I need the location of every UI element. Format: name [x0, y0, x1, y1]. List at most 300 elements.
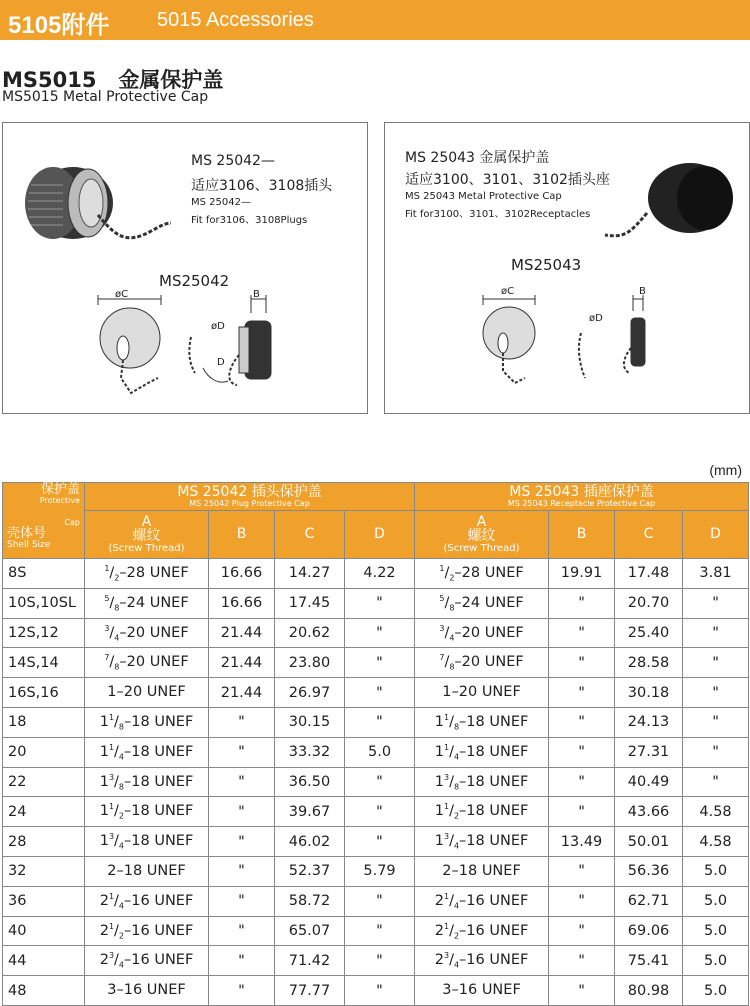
thread-cell [415, 618, 549, 648]
fraction-slash: / [114, 892, 119, 909]
thread-n: 1 [108, 921, 115, 931]
d-cell: 5.0 [345, 737, 415, 767]
thread-n: 5 [104, 593, 110, 603]
thread-w: 2–18 UNEF [107, 862, 186, 879]
table-row [3, 767, 749, 797]
d-cell: " [345, 827, 415, 857]
thread-r: –16 UNEF [124, 922, 194, 939]
d-cell: 5.0 [683, 886, 749, 916]
b-cell: " [209, 976, 275, 1006]
c-cell: 65.07 [275, 916, 345, 946]
thread-n: 1 [108, 742, 115, 752]
fraction-slash: / [449, 803, 454, 820]
fraction-slash: / [449, 743, 454, 760]
thread-r: –16 UNEF [124, 952, 194, 969]
d-cell: 4.22 [345, 559, 415, 589]
table-row [3, 737, 749, 767]
thread-r: –18 UNEF [459, 833, 529, 850]
thread-r: –20 UNEF [119, 654, 189, 671]
fraction-slash: / [449, 833, 454, 850]
c-cell: 71.42 [275, 946, 345, 976]
table-row [3, 678, 749, 708]
shell-size-cell: 8S [3, 559, 85, 589]
b-cell: " [549, 707, 615, 737]
thread-w: 1 [99, 773, 109, 790]
shell-size-cell: 20 [3, 737, 85, 767]
thread-n: 1 [104, 564, 110, 574]
d-cell: " [683, 648, 749, 678]
d-cell: " [345, 588, 415, 618]
thread-n: 7 [439, 653, 445, 663]
ms25043-part-label: MS25043 [511, 256, 582, 274]
thread-r: –18 UNEF [459, 773, 529, 790]
c-cell: 46.02 [275, 827, 345, 857]
banner-title-cn: 5105附件 [8, 12, 110, 39]
thread-cell [85, 678, 209, 708]
b-cell: " [209, 856, 275, 886]
b-cell: " [549, 916, 615, 946]
ms25042-caption-cn-2: 适应3106、3108插头 [191, 178, 333, 194]
thread-n: 1 [439, 564, 445, 574]
thread-n: 1 [443, 713, 450, 723]
header-col-d1: D [345, 511, 415, 559]
d-cell: " [345, 648, 415, 678]
c-cell: 75.41 [615, 946, 683, 976]
c-cell: 80.98 [615, 976, 683, 1006]
header-col-c2: C [615, 511, 683, 559]
dimension-table [2, 482, 749, 1006]
c-cell: 77.77 [275, 976, 345, 1006]
b-cell: " [549, 588, 615, 618]
thread-n: 3 [108, 951, 115, 961]
b-cell: " [549, 618, 615, 648]
ms25042-caption-en-2: Fit for3106、3108Plugs [191, 215, 308, 226]
d-cell: 5.0 [683, 856, 749, 886]
shell-size-cell: 48 [3, 976, 85, 1006]
thread-d: 4 [453, 961, 460, 971]
b-cell: " [549, 976, 615, 1006]
b-cell: 13.49 [549, 827, 615, 857]
thread-cell [415, 856, 549, 886]
shell-size-cell: 40 [3, 916, 85, 946]
thread-n: 1 [443, 891, 450, 901]
thread-cell [415, 797, 549, 827]
thread-cell [85, 797, 209, 827]
c-cell: 50.01 [615, 827, 683, 857]
receptacle-cap-front-view-icon [483, 295, 535, 383]
c-cell: 58.72 [275, 886, 345, 916]
b-cell: " [549, 737, 615, 767]
thread-cell [415, 648, 549, 678]
fraction-slash: / [109, 594, 115, 611]
c-cell: 56.36 [615, 856, 683, 886]
thread-w: 1 [99, 713, 109, 730]
thread-w: 2 [99, 952, 109, 969]
fraction-slash: / [114, 743, 119, 760]
b-cell: 21.44 [209, 648, 275, 678]
thread-n: 1 [443, 742, 450, 752]
b-cell: " [549, 856, 615, 886]
ms25042-caption-en-1: MS 25042— [191, 197, 251, 208]
receptacle-cap-side-view-icon [579, 295, 645, 378]
thread-cell [85, 737, 209, 767]
thread-r: –20 UNEF [119, 624, 189, 641]
ms25043-caption-en-1: MS 25043 Metal Protective Cap [405, 191, 562, 202]
thread-cell [85, 916, 209, 946]
thread-r: –16 UNEF [459, 952, 529, 969]
c-cell: 33.32 [275, 737, 345, 767]
page-title: MS5015 金属保护盖 [2, 68, 224, 92]
ms25043-figure-panel [384, 122, 750, 414]
thread-n: 3 [443, 772, 450, 782]
shell-size-cell: 16S,16 [3, 678, 85, 708]
fraction-slash: / [449, 892, 454, 909]
c-cell: 30.15 [275, 707, 345, 737]
table-row [3, 856, 749, 886]
thread-cell [85, 886, 209, 916]
thread-r: –16 UNEF [459, 922, 529, 939]
thread-r: –16 UNEF [459, 892, 529, 909]
fraction-slash: / [114, 803, 119, 820]
c-cell: 30.18 [615, 678, 683, 708]
b-cell: " [209, 737, 275, 767]
thread-d: 8 [449, 603, 455, 613]
c-cell: 26.97 [275, 678, 345, 708]
ms25042-dim-c: øC [115, 289, 129, 300]
shell-size-cell: 18 [3, 707, 85, 737]
thread-w: 1 [434, 713, 444, 730]
thread-cell [85, 856, 209, 886]
d-cell: " [345, 886, 415, 916]
section-banner [0, 0, 750, 40]
thread-d: 4 [453, 841, 460, 851]
b-cell: " [549, 678, 615, 708]
banner-title-en: 5015 Accessories [157, 9, 314, 31]
b-cell: " [209, 797, 275, 827]
thread-n: 1 [108, 891, 115, 901]
thread-cell [85, 707, 209, 737]
shell-size-cell: 36 [3, 886, 85, 916]
d-cell: 5.0 [683, 916, 749, 946]
thread-d: 4 [118, 752, 125, 762]
fraction-slash: / [114, 952, 119, 969]
thread-d: 4 [449, 633, 455, 643]
ms25043-dim-d: øD [589, 313, 603, 324]
thread-w: 1 [434, 743, 444, 760]
thread-cell [415, 976, 549, 1006]
thread-w: 1–20 UNEF [107, 684, 186, 701]
thread-cell [415, 886, 549, 916]
table-row [3, 827, 749, 857]
thread-n: 1 [443, 921, 450, 931]
fraction-slash: / [109, 564, 115, 581]
ms25042-dim-d: øD [211, 321, 225, 332]
table-row [3, 797, 749, 827]
header-protective-cap: 保护盖 Protective [3, 483, 85, 511]
d-cell: 5.79 [345, 856, 415, 886]
c-cell: 20.70 [615, 588, 683, 618]
thread-w: 1 [99, 803, 109, 820]
b-cell: " [549, 946, 615, 976]
thread-r: –18 UNEF [124, 833, 194, 850]
table-row [3, 946, 749, 976]
c-cell: 52.37 [275, 856, 345, 886]
ms25043-caption-cn-2: 适应3100、3101、3102插头座 [405, 172, 610, 188]
header-col-d2: D [683, 511, 749, 559]
fraction-slash: / [114, 922, 119, 939]
thread-r: –24 UNEF [454, 594, 524, 611]
c-cell: 62.71 [615, 886, 683, 916]
header-col-a1: A 螺纹 (Screw Thread) [85, 511, 209, 559]
thread-d: 8 [449, 663, 455, 673]
thread-r: –18 UNEF [459, 803, 529, 820]
c-cell: 39.67 [275, 797, 345, 827]
d-cell: " [683, 618, 749, 648]
thread-w: 2 [434, 952, 444, 969]
thread-d: 4 [118, 841, 125, 851]
thread-d: 8 [114, 663, 120, 673]
d-cell: " [345, 767, 415, 797]
b-cell: 19.91 [549, 559, 615, 589]
thread-r: –28 UNEF [119, 564, 189, 581]
d-cell: " [345, 797, 415, 827]
thread-d: 8 [118, 722, 125, 732]
thread-n: 1 [108, 802, 115, 812]
table-row [3, 618, 749, 648]
thread-w: 2 [434, 922, 444, 939]
header-group-ms25043: MS 25043 插座保护盖 MS 25043 Receptacle Protective Cap [415, 483, 749, 511]
thread-n: 5 [439, 593, 445, 603]
thread-r: –20 UNEF [454, 624, 524, 641]
header-col-c1: C [275, 511, 345, 559]
thread-w: 1 [434, 803, 444, 820]
thread-r: –18 UNEF [124, 713, 194, 730]
receptacle-cap-photo-icon [605, 163, 733, 236]
b-cell: " [209, 707, 275, 737]
c-cell: 28.58 [615, 648, 683, 678]
thread-d: 4 [118, 901, 125, 911]
plug-cap-side-view-icon [189, 295, 271, 385]
b-cell: " [549, 648, 615, 678]
ms25042-caption-cn-1: MS 25042— [191, 153, 275, 169]
ms25042-figure-panel [2, 122, 368, 414]
b-cell: " [209, 767, 275, 797]
thread-n: 1 [443, 802, 450, 812]
thread-w: 2–18 UNEF [442, 862, 521, 879]
b-cell: " [549, 886, 615, 916]
c-cell: 69.06 [615, 916, 683, 946]
thread-d: 8 [453, 782, 460, 792]
thread-w: 1–20 UNEF [442, 684, 521, 701]
thread-cell [415, 767, 549, 797]
d-cell: " [345, 976, 415, 1006]
c-cell: 40.49 [615, 767, 683, 797]
thread-r: –20 UNEF [454, 654, 524, 671]
thread-w: 3–16 UNEF [442, 982, 521, 999]
fraction-slash: / [114, 833, 119, 850]
thread-r: –18 UNEF [459, 713, 529, 730]
thread-r: –18 UNEF [124, 773, 194, 790]
table-body [3, 559, 749, 1006]
thread-d: 2 [118, 812, 125, 822]
plug-cap-photo-icon [25, 167, 171, 239]
thread-cell [85, 648, 209, 678]
shell-size-cell: 10S,10SL [3, 588, 85, 618]
d-cell: " [683, 737, 749, 767]
thread-w: 1 [99, 743, 109, 760]
c-cell: 24.13 [615, 707, 683, 737]
table-row [3, 588, 749, 618]
d-cell: 4.58 [683, 797, 749, 827]
b-cell: 21.44 [209, 678, 275, 708]
thread-d: 2 [453, 812, 460, 822]
thread-d: 2 [449, 573, 455, 583]
d-cell: " [683, 588, 749, 618]
shell-size-cell: 32 [3, 856, 85, 886]
thread-cell [415, 707, 549, 737]
shell-size-cell: 24 [3, 797, 85, 827]
fraction-slash: / [449, 713, 454, 730]
thread-cell [85, 618, 209, 648]
thread-r: –16 UNEF [124, 892, 194, 909]
shell-size-cell: 22 [3, 767, 85, 797]
table-row [3, 916, 749, 946]
thread-d: 4 [118, 961, 125, 971]
header-group-ms25042: MS 25042 插头保护盖 MS 25042 Plug Protective Cap [85, 483, 415, 511]
d-cell: " [345, 916, 415, 946]
thread-r: –24 UNEF [119, 594, 189, 611]
fraction-slash: / [449, 952, 454, 969]
thread-d: 2 [453, 931, 460, 941]
d-cell: 5.0 [683, 976, 749, 1006]
thread-n: 3 [439, 623, 445, 633]
unit-label: (mm) [709, 462, 742, 478]
c-cell: 25.40 [615, 618, 683, 648]
table-row [3, 648, 749, 678]
thread-w: 2 [434, 892, 444, 909]
c-cell: 27.31 [615, 737, 683, 767]
thread-n: 3 [443, 951, 450, 961]
d-cell: " [683, 678, 749, 708]
b-cell: " [209, 827, 275, 857]
c-cell: 17.48 [615, 559, 683, 589]
d-cell: 3.81 [683, 559, 749, 589]
c-cell: 17.45 [275, 588, 345, 618]
thread-r: –18 UNEF [459, 743, 529, 760]
ms25042-drawing [3, 123, 367, 413]
b-cell: " [549, 767, 615, 797]
thread-cell [85, 827, 209, 857]
thread-d: 4 [453, 752, 460, 762]
thread-r: –18 UNEF [124, 803, 194, 820]
d-cell: " [683, 707, 749, 737]
thread-r: –18 UNEF [124, 743, 194, 760]
b-cell: " [209, 946, 275, 976]
c-cell: 43.66 [615, 797, 683, 827]
thread-d: 4 [114, 633, 120, 643]
thread-cell [415, 946, 549, 976]
d-cell: " [345, 946, 415, 976]
page-subtitle: MS5015 Metal Protective Cap [2, 89, 209, 105]
c-cell: 20.62 [275, 618, 345, 648]
fraction-slash: / [444, 594, 450, 611]
thread-cell [85, 976, 209, 1006]
thread-cell [85, 946, 209, 976]
d-cell: " [345, 678, 415, 708]
d-cell: " [345, 618, 415, 648]
thread-d: 8 [118, 782, 125, 792]
thread-w: 1 [434, 833, 444, 850]
thread-n: 3 [104, 623, 110, 633]
c-cell: 14.27 [275, 559, 345, 589]
thread-n: 3 [443, 832, 450, 842]
thread-w: 1 [434, 773, 444, 790]
header-col-b2: B [549, 511, 615, 559]
table-header [3, 483, 749, 559]
thread-cell [415, 737, 549, 767]
fraction-slash: / [444, 624, 450, 641]
d-cell: 4.58 [683, 827, 749, 857]
d-cell: 5.0 [683, 946, 749, 976]
thread-cell [415, 588, 549, 618]
fraction-slash: / [114, 773, 119, 790]
thread-w: 3–16 UNEF [107, 982, 186, 999]
shell-size-cell: 44 [3, 946, 85, 976]
thread-cell [85, 588, 209, 618]
shell-size-cell: 14S,14 [3, 648, 85, 678]
b-cell: " [549, 797, 615, 827]
thread-d: 8 [114, 603, 120, 613]
thread-d: 4 [453, 901, 460, 911]
ms25042-part-label: MS25042 [159, 272, 230, 290]
thread-d: 8 [453, 722, 460, 732]
b-cell: 21.44 [209, 618, 275, 648]
c-cell: 23.80 [275, 648, 345, 678]
table-row [3, 559, 749, 589]
thread-cell [415, 916, 549, 946]
thread-r: –28 UNEF [454, 564, 524, 581]
ms25042-dim-d2: D [217, 357, 225, 368]
ms25043-caption-en-2: Fit for3100、3101、3102Receptacles [405, 209, 591, 220]
thread-cell [85, 559, 209, 589]
b-cell: " [209, 916, 275, 946]
c-cell: 36.50 [275, 767, 345, 797]
thread-n: 3 [108, 772, 115, 782]
fraction-slash: / [444, 564, 450, 581]
fraction-slash: / [444, 654, 450, 671]
thread-d: 2 [114, 573, 120, 583]
ms25043-dim-c: øC [501, 286, 515, 297]
thread-n: 3 [108, 832, 115, 842]
fraction-slash: / [109, 654, 115, 671]
thread-cell [415, 827, 549, 857]
ms25043-caption-cn-1: MS 25043 金属保护盖 [405, 150, 550, 166]
table-row [3, 976, 749, 1006]
thread-w: 2 [99, 892, 109, 909]
header-col-a2: A 螺纹 (Screw Thread) [415, 511, 549, 559]
thread-cell [415, 559, 549, 589]
d-cell: " [345, 707, 415, 737]
thread-n: 1 [108, 713, 115, 723]
fraction-slash: / [114, 713, 119, 730]
header-shell-size: Cap 壳体号 Shell Size [3, 511, 85, 559]
thread-w: 1 [99, 833, 109, 850]
ms25042-dim-b: B [253, 289, 260, 300]
b-cell: 16.66 [209, 559, 275, 589]
thread-d: 2 [118, 931, 125, 941]
b-cell: " [209, 886, 275, 916]
fraction-slash: / [449, 773, 454, 790]
